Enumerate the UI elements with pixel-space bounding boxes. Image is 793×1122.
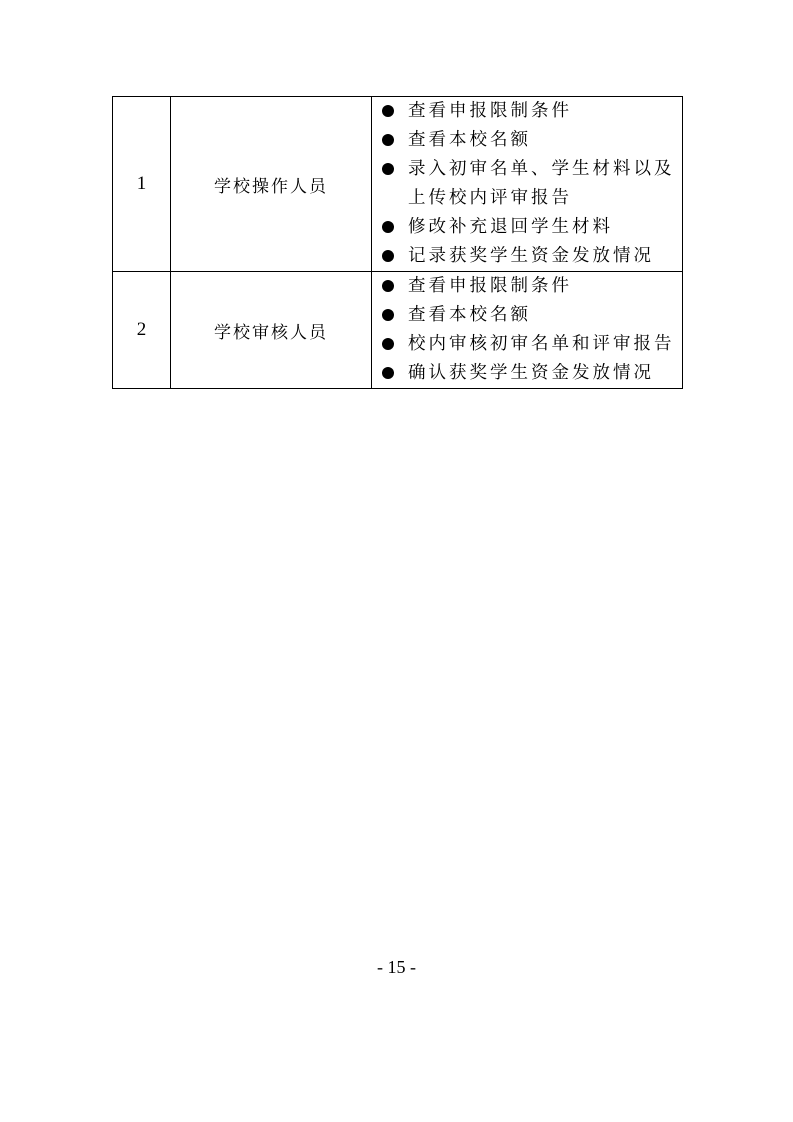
role-name: 学校审核人员 — [171, 272, 372, 389]
duty-list — [382, 97, 676, 271]
list-item — [382, 155, 676, 213]
list-item — [382, 330, 676, 359]
bullet-icon — [382, 134, 394, 146]
duty-list — [382, 272, 676, 388]
bullet-icon — [382, 338, 394, 350]
duty-text: 查看申报限制条件 — [408, 101, 572, 121]
duty-text: 校内审核初审名单和评审报告 — [408, 334, 675, 354]
row-number: 2 — [113, 272, 171, 389]
duty-text: 录入初审名单、学生材料以及上传校内评审报告 — [408, 159, 675, 208]
row-number: 1 — [113, 97, 171, 272]
duty-text: 确认获奖学生资金发放情况 — [408, 363, 654, 383]
duty-text: 查看本校名额 — [408, 305, 531, 325]
bullet-icon — [382, 221, 394, 233]
list-item — [382, 242, 676, 271]
table-row — [113, 272, 683, 389]
duty-text: 记录获奖学生资金发放情况 — [408, 246, 654, 266]
list-item — [382, 213, 676, 242]
list-item — [382, 272, 676, 301]
list-item — [382, 97, 676, 126]
bullet-icon — [382, 367, 394, 379]
table-row — [113, 97, 683, 272]
role-name: 学校操作人员 — [171, 97, 372, 272]
duty-text: 修改补充退回学生材料 — [408, 217, 613, 237]
list-item — [382, 126, 676, 155]
roles-table — [112, 96, 683, 389]
duty-cell — [372, 272, 683, 389]
page-number: - 15 - — [377, 957, 416, 977]
list-item — [382, 359, 676, 388]
list-item — [382, 301, 676, 330]
bullet-icon — [382, 280, 394, 292]
bullet-icon — [382, 250, 394, 262]
bullet-icon — [382, 309, 394, 321]
bullet-icon — [382, 163, 394, 175]
duty-cell — [372, 97, 683, 272]
duty-text: 查看本校名额 — [408, 130, 531, 150]
duty-text: 查看申报限制条件 — [408, 276, 572, 296]
bullet-icon — [382, 105, 394, 117]
